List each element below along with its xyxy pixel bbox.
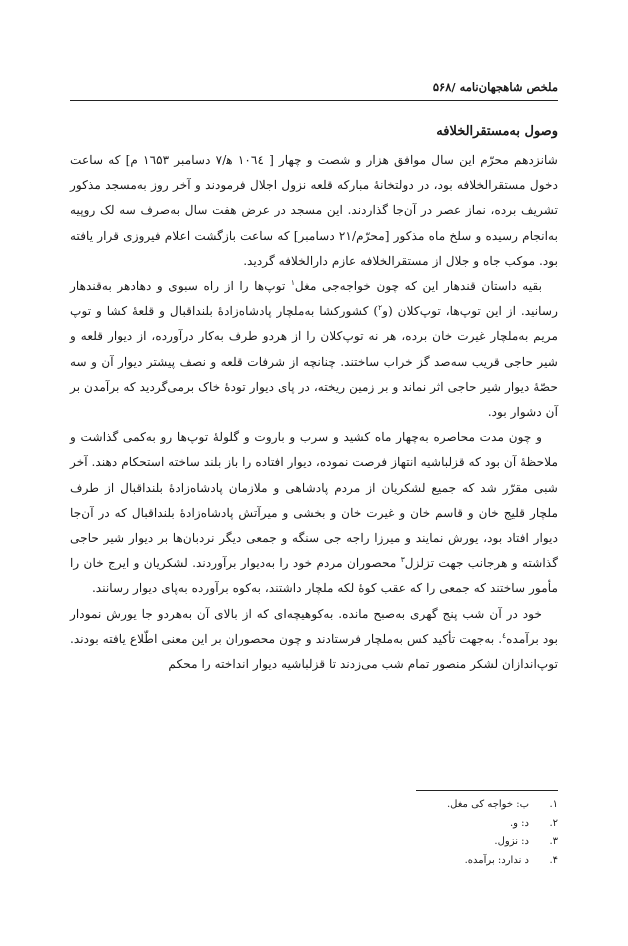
footnotes [258, 796, 558, 870]
footnote-text: د ندارد: برآمده. [464, 854, 529, 866]
footnote-ref-3[interactable]: ۳ [400, 555, 405, 565]
paragraph-1 [70, 148, 558, 274]
footnote-ref-1[interactable]: ۱ [290, 277, 295, 287]
footnote-rule [416, 790, 558, 791]
paragraph-3 [70, 425, 558, 601]
paragraph-text: بقیه داستان قندهار این که چون خواجه‌جی مغل [294, 279, 543, 294]
footnote-text: د: نزول. [494, 836, 529, 847]
paragraph-2 [70, 274, 558, 425]
paragraph-text: ) کشورکشا به‌ملچار پادشاه‌زادهٔ بلنداقبال و قلعهٔ کشا و توپ مریم به‌ملچار غیرت خان برده، هر نه توپ‌کلان را از هردو طرف به‌کار درآورده، از دیوار قلعه و شیر حاجی قریب سه‌صد گز خراب ساختند. چنانچه از شرفات قلعه و نصف پیشتر دیوار آن و سه حصّهٔ دیوار شیر حاجی اثر نماند و بر زمین ریخته، در پای دیوار تودهٔ خاک برمی‌گردید که برآمدن بر آن دشوار بود. [70, 304, 558, 420]
paragraph-text: شانزدهم محرّم این سال موافق هزار و شصت و چهار [ ۱۰٦٤ ه‍/۷ دسامبر ۱٦۵۳ م] که ساعت دخول مستقرالخلافه بود، در دولتخانهٔ مبارکه قلعه نزول اجلال فرمودند و آخر روز به‌مسجد مذکور تشریف برده، نماز عصر در آن‌جا گذاردند. این مسجد در عرض هفت سال به‌صرف سه لک روپیه به‌انجام رسیده و سلخ ماه مذکور [محرّم/۲۱ دسامبر] که ساعت بازگشت اعلام فیروزی قرار یافته بود. موکب جاه و جلال از مستقرالخلافه عازم دارالخلافه گردید. [70, 153, 558, 268]
section-title: وصول به‌مستقرالخلافه [436, 124, 558, 139]
body-text [70, 148, 558, 677]
header-rule [70, 100, 558, 101]
paragraph-text: محصوران مردم خود را به‌دیوار برآوردند. لشکریان و ایرج خان را مأمور ساختند که جمعی را که عقب کوهٔ لکه ملچار داشتند، به‌کوه برآورده به‌پای دیوار رسانند. [70, 556, 558, 596]
paragraph-4 [70, 602, 558, 678]
footnote-text: ب: خواجه کی مغل. [446, 799, 529, 810]
footnote-number: ۲. [549, 817, 558, 829]
footnote-ref-4[interactable]: ٤ [502, 630, 507, 640]
footnote-number: ۳. [549, 836, 558, 847]
paragraph-text: و چون مدت محاصره به‌چهار ماه کشید و سرب و باروت و گلولهٔ توپ‌ها رو به‌کمی گذاشت و ملاحظهٔ آن بود که قزلباشیه انتهاز فرصت نموده، دیوار افتاده را باز بلند ساخته استحکام دهند. آخر شبی مقرّر شد که جمیع لشکریان از مردم پادشاهی و ملازمان پادشاه‌زادهٔ بلنداقبال از طرف ملچار قلیج خان و قاسم خان و غیرت خان و بخشی و میرآتش پادشاه‌زادهٔ بلنداقبال که در آن‌جا دیوار افتاد بود، یورش نمایند و میرزا راجه جی سنگه و جمعی دیگر نردبان‌ها بر دیوار شیر حاجی گذاشته و هرجانب جهت تزلزل [70, 430, 558, 571]
paragraph-text: توپ‌ها را از راه سبوی و دهادهر به‌قندهار رسانید. از این توپ‌ها، توپ‌کلان (و [70, 279, 558, 319]
footnote-number: ۴. [549, 854, 558, 866]
footnote-number: ۱. [549, 799, 558, 810]
footnote-ref-2[interactable]: ۲ [378, 303, 383, 313]
footnote-text: د: و. [509, 817, 529, 829]
paragraph-text: . به‌جهت تأکید کس به‌ملچار فرستادند و چون محصوران بر این معنی اطّلاع یافته بودند. توپ‌اندازان لشکر منصور تمام شب می‌زدند تا قزلباشیه دیوار انداخته را محکم [70, 631, 558, 672]
running-header: ملخص شاهجهان‌نامه /۵۶۸ [432, 80, 558, 94]
footnote-item [258, 815, 558, 834]
footnote-item [258, 796, 558, 815]
footnote-item [258, 852, 558, 871]
footnote-item [258, 833, 558, 852]
paragraph-text: خود در آن شب پنج گهری به‌صبح مانده. به‌کوهیچه‌ای که از بالای آن به‌هردو جا یورش نمودار بود برآمده [70, 606, 558, 646]
